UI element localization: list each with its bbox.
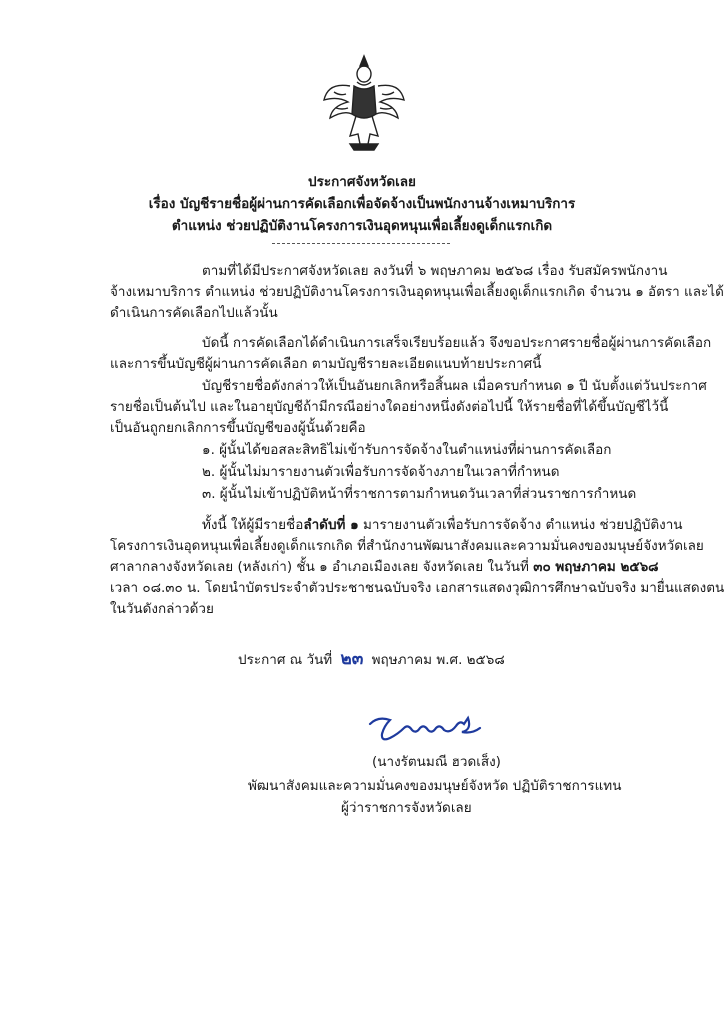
signatory-name: (นางรัตนมณี ฮวดเส็ง) — [372, 754, 501, 770]
announce-day: ๒๓ — [340, 649, 364, 669]
announce-prefix: ประกาศ ณ วันที่ — [238, 652, 333, 668]
para3-line1: บัญชีรายชื่อดังกล่าวให้เป็นอันยกเลิกหรือสิ้นผล เมื่อครบกำหนด ๑ ปี นับตั้งแต่วันประกาศ — [202, 378, 707, 394]
para4-line3 — [110, 558, 659, 576]
para4-line1 — [202, 516, 683, 534]
rank-number: ลำดับที่ ๑ — [303, 517, 359, 533]
para4-line1-start: ทั้งนี้ ให้ผู้มีรายชื่อ — [202, 517, 304, 533]
report-date: ๓๐ พฤษภาคม ๒๕๖๘ — [533, 559, 659, 575]
para1-line1: ตามที่ได้มีประกาศจังหวัดเลย ลงวันที่ ๖ พฤษภาคม ๒๕๖๘ เรื่อง รับสมัครพนักงาน — [202, 263, 668, 279]
para3-line3: เป็นอันถูกยกเลิกการขึ้นบัญชีของผู้นั้นด้วยคือ — [110, 420, 366, 436]
garuda-emblem — [320, 52, 408, 152]
para4-line3-start: ศาลากลางจังหวัดเลย (หลังเก่า) ชั้น ๑ อำเภอเมืองเลย จังหวัดเลย ในวันที่ — [110, 559, 534, 575]
para2-line2: และการขึ้นบัญชีผู้ผ่านการคัดเลือก ตามบัญชีรายละเอียดแนบท้ายประกาศนี้ — [110, 356, 542, 372]
para3-line2: รายชื่อเป็นต้นไป และในอายุบัญชีถ้ามีกรณีอย่างใดอย่างหนึ่งดังต่อไปนี้ ให้รายชื่อที่ได้ขึ้นบัญชีไว้นี้ — [110, 399, 669, 415]
signatory-title-2: ผู้ว่าราชการจังหวัดเลย — [341, 800, 472, 816]
para4-line4: เวลา ๐๘.๓๐ น. โดยนำบัตรประจำตัวประชาชนฉบับจริง เอกสารแสดงวุฒิการศึกษาฉบับจริง มายื่นแสดงตน — [110, 580, 724, 596]
para4-line1-end: มารายงานตัวเพื่อรับการจัดจ้าง ตำแหน่ง ช่วยปฏิบัติงาน — [358, 517, 683, 533]
announcement-authority: ประกาศจังหวัดเลย — [308, 174, 416, 190]
handwritten-signature — [364, 708, 488, 748]
subject-line: เรื่อง บัญชีรายชื่อผู้ผ่านการคัดเลือกเพื่อจัดจ้างเป็นพนักงานจ้างเหมาบริการ — [148, 196, 576, 212]
list-item: ๑. ผู้นั้นได้ขอสละสิทธิไม่เข้ารับการจัดจ้างในตำแหน่งที่ผ่านการคัดเลือก — [202, 442, 612, 458]
para4-line5: ในวันดังกล่าวด้วย — [110, 601, 214, 617]
list-item: ๓. ผู้นั้นไม่เข้าปฏิบัติหน้าที่ราชการตามกำหนดวันเวลาที่ส่วนราชการกำหนด — [202, 486, 637, 502]
para1-line3: ดำเนินการคัดเลือกไปแล้วนั้น — [110, 305, 278, 321]
announce-month-year: พฤษภาคม พ.ศ. ๒๕๖๘ — [371, 652, 505, 668]
list-item: ๒. ผู้นั้นไม่มารายงานตัวเพื่อรับการจัดจ้างภายในเวลาที่กำหนด — [202, 464, 560, 480]
para2-line1: บัดนี้ การคัดเลือกได้ดำเนินการเสร็จเรียบร้อยแล้ว จึงขอประกาศรายชื่อผู้ผ่านการคัดเลือก — [202, 335, 712, 351]
para4-line2: โครงการเงินอุดหนุนเพื่อเลี้ยงดูเด็กแรกเกิด ที่สำนักงานพัฒนาสังคมและความมั่นคงของมนุษย์จังหวัดเลย — [110, 538, 704, 554]
para1-line2: จ้างเหมาบริการ ตำแหน่ง ช่วยปฏิบัติงานโครงการเงินอุดหนุนเพื่อเลี้ยงดูเด็กแรกเกิด จำนวน ๑ อัตรา และได้ — [110, 284, 724, 300]
signatory-title: พัฒนาสังคมและความมั่นคงของมนุษย์จังหวัด ปฏิบัติราชการแทน — [248, 778, 622, 794]
position-line: ตำแหน่ง ช่วยปฏิบัติงานโครงการเงินอุดหนุนเพื่อเลี้ยงดูเด็กแรกเกิด — [171, 218, 553, 234]
announce-date — [238, 650, 505, 669]
divider — [272, 243, 450, 244]
